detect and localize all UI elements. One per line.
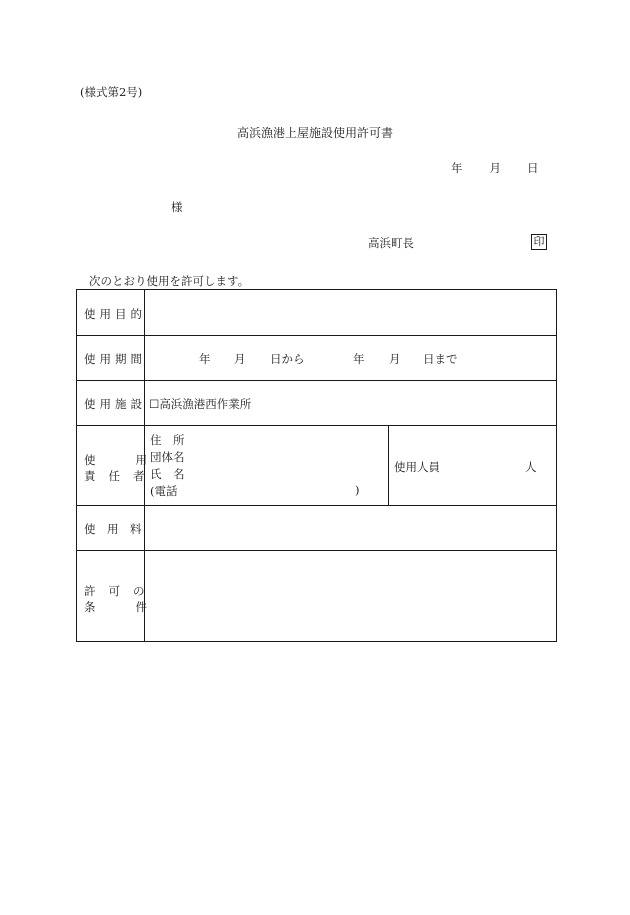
intro-text: 次のとおり使用を許可します。 — [89, 274, 250, 288]
name-label: 氏 名 — [150, 467, 185, 481]
period-end-month[interactable]: 月 — [389, 352, 401, 366]
purpose-label: 使用目的 — [84, 307, 146, 321]
form-number: (様式第2号) — [80, 85, 143, 99]
phone-close: ) — [355, 483, 360, 497]
row-divider — [77, 335, 556, 336]
facility-option[interactable] — [149, 396, 251, 412]
period-start-year[interactable]: 年 — [199, 352, 211, 366]
phone-open: (電話 — [150, 484, 178, 498]
row-divider — [77, 380, 556, 381]
conditions-field[interactable] — [147, 553, 553, 639]
users-column-divider — [388, 425, 389, 505]
row-divider — [77, 550, 556, 551]
conditions-label-line1: 許 可 の — [84, 584, 145, 598]
date-day: 日 — [527, 161, 539, 175]
period-end-year[interactable]: 年 — [353, 352, 365, 366]
address-label: 住 所 — [150, 433, 185, 447]
fee-field[interactable] — [147, 508, 553, 548]
purpose-field[interactable] — [147, 292, 553, 332]
period-label: 使用期間 — [84, 352, 146, 366]
seal-mark: 印 — [531, 234, 547, 250]
org-label: 団体名 — [150, 450, 185, 464]
row-divider — [77, 505, 556, 506]
period-end-day[interactable]: 日まで — [423, 352, 458, 366]
period-start-day[interactable]: 日から — [270, 352, 305, 366]
facility-name: 高浜漁港西作業所 — [159, 397, 252, 411]
users-unit: 人 — [525, 460, 537, 474]
users-label: 使用人員 — [394, 460, 440, 474]
responsible-label-line2: 責 任 者 — [84, 469, 145, 483]
responsible-label-line1: 使 用 — [84, 453, 147, 467]
date-month: 月 — [489, 161, 501, 175]
issuer-name: 高浜町長 — [368, 236, 414, 250]
date-year: 年 — [451, 161, 463, 175]
facility-label: 使用施設 — [84, 397, 146, 411]
document-title: 高浜漁港上屋施設使用許可書 — [236, 126, 393, 140]
row-divider — [77, 425, 556, 426]
fee-label: 使 用 料 — [84, 522, 142, 536]
permit-table — [76, 289, 557, 642]
checkbox-icon[interactable]: ☐ — [149, 397, 160, 411]
issue-date — [451, 160, 539, 176]
conditions-label-line2: 条 件 — [84, 600, 147, 614]
addressee-suffix: 様 — [171, 200, 183, 214]
period-start-month[interactable]: 月 — [234, 352, 246, 366]
